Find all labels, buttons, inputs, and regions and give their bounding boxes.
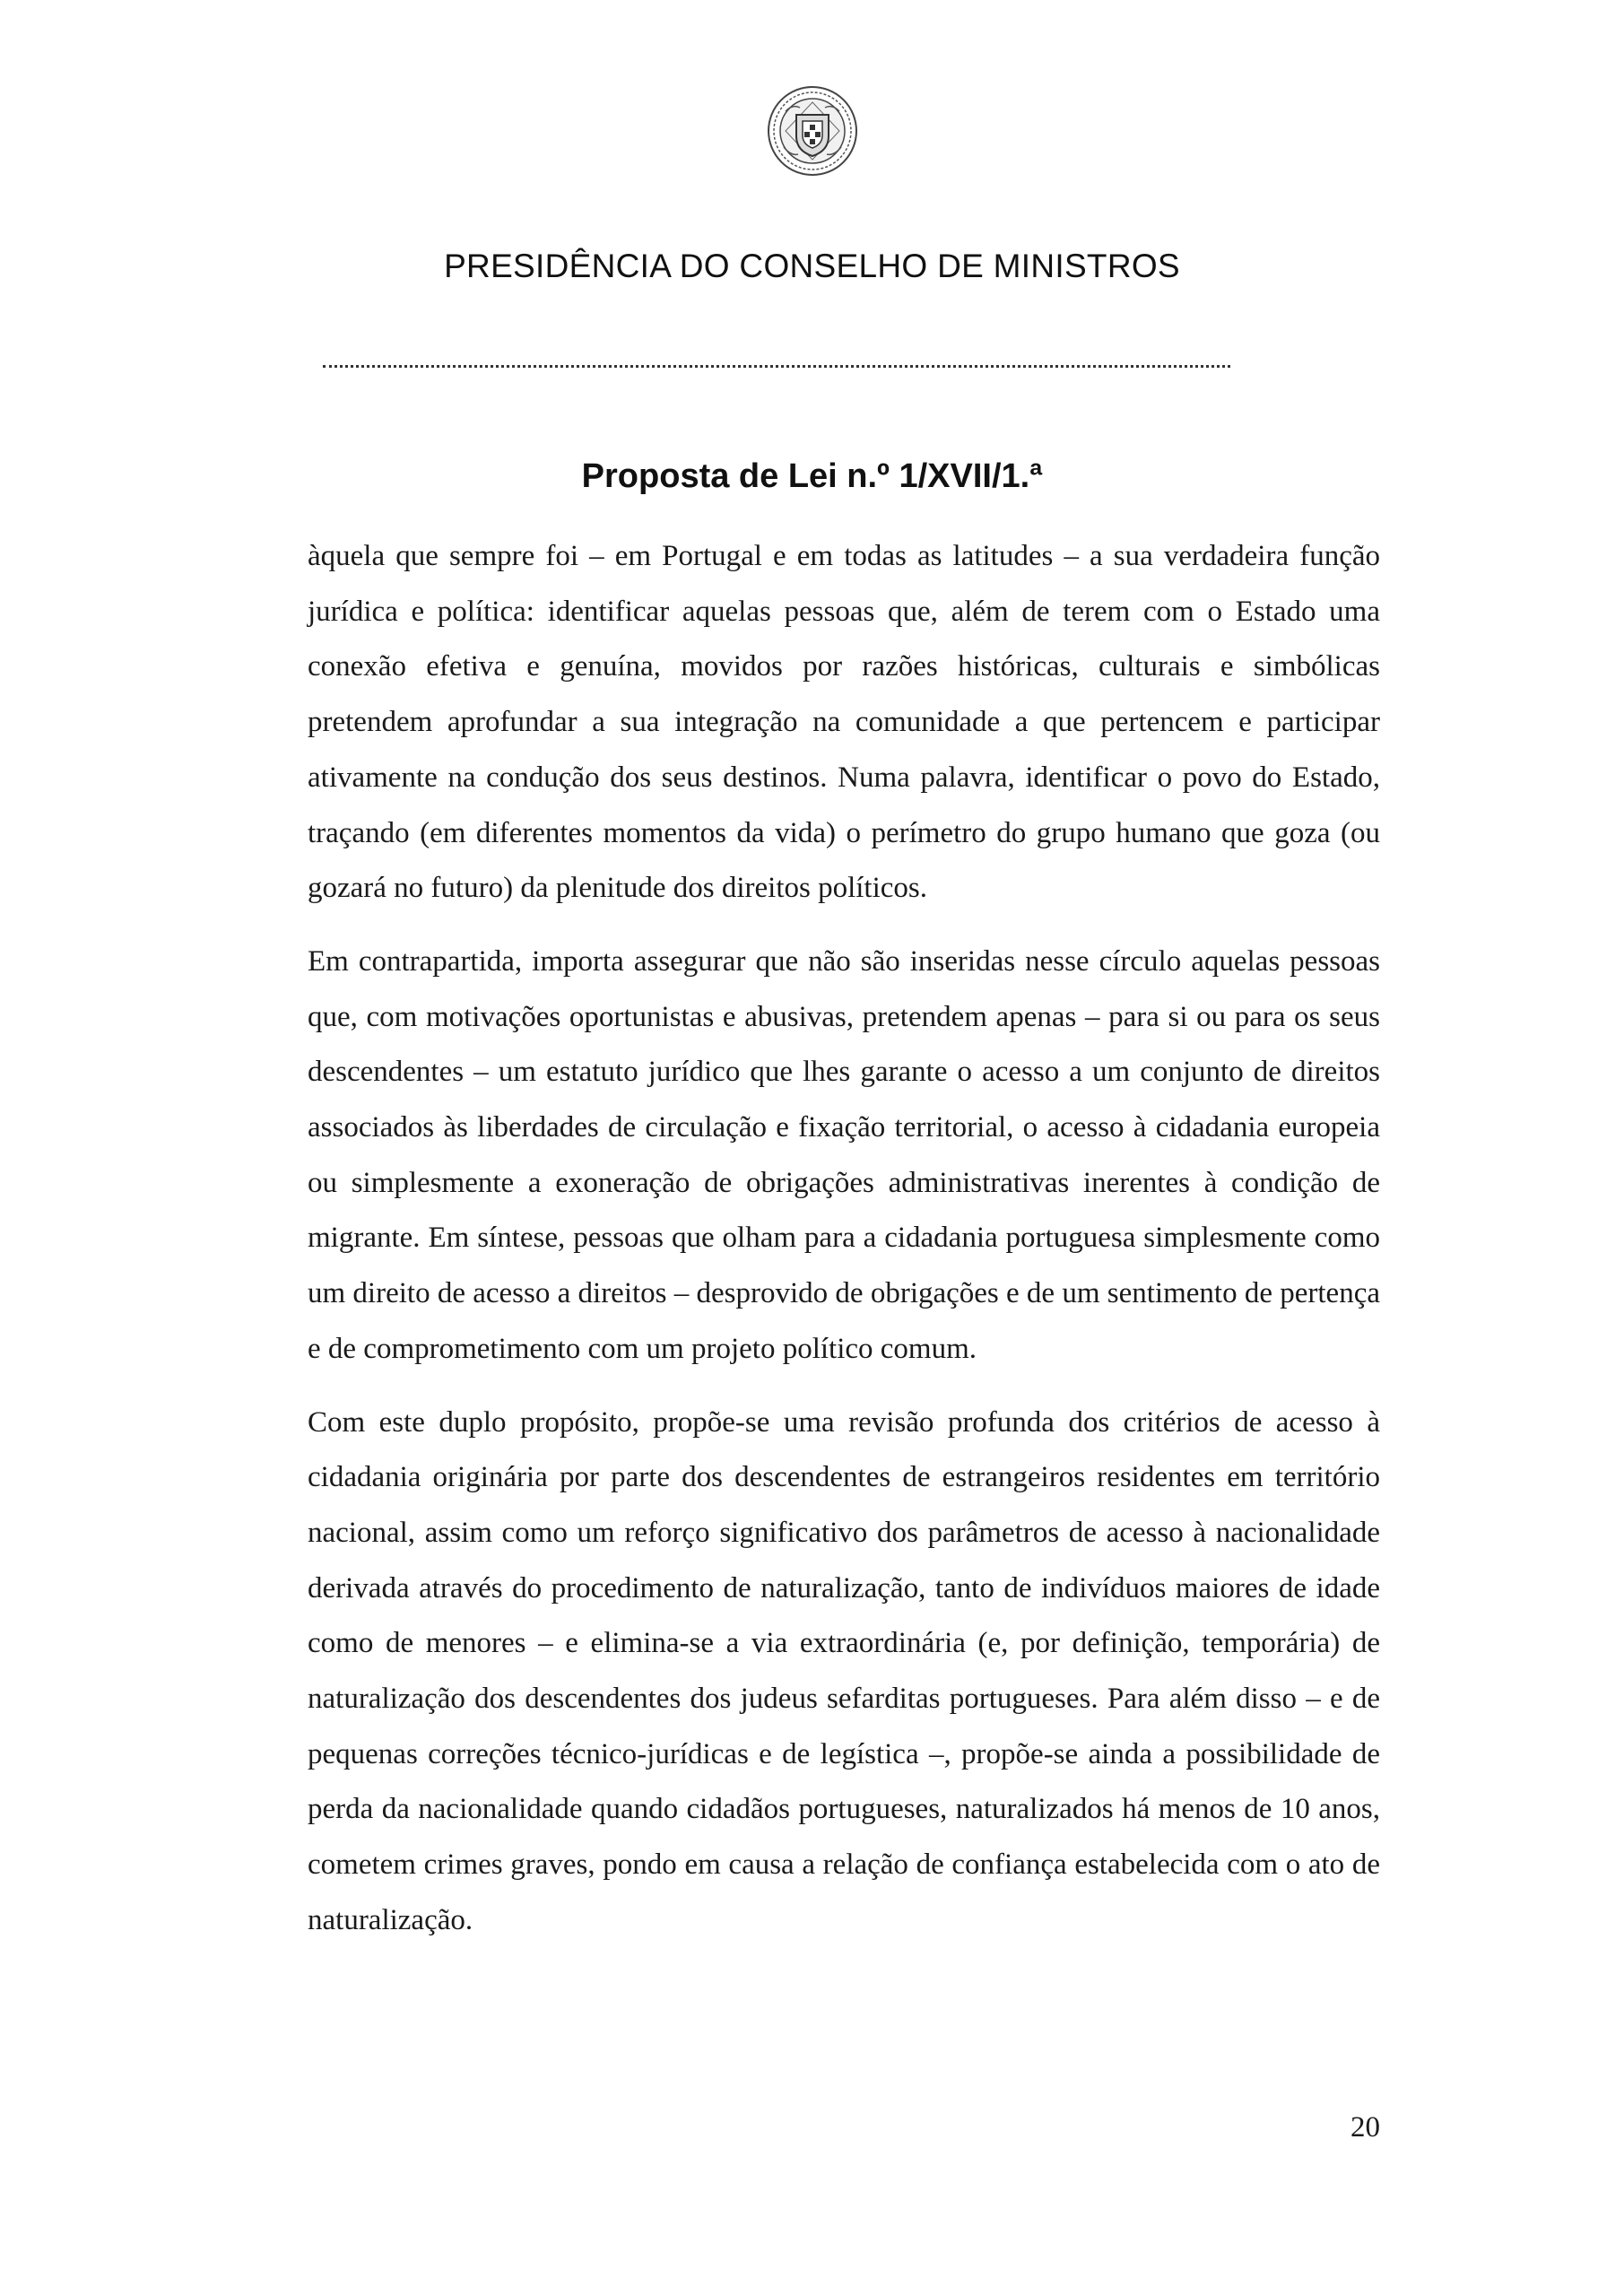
body-paragraph: àquela que sempre foi – em Portugal e em todas as latitudes – a sua verdadeira função jurídica e política: identificar aquelas pessoas que, além de terem com o Estado uma conexão efetiva e genuína, movidos por razões históricas, culturais e simbólicas pretendem aprofundar a sua integração na comunidade a que pertencem e participar ativamente na condução dos seus destinos. Numa palavra, identificar o povo do Estado, traçando (em diferentes momentos da vida) o perímetro do grupo humano que goza (ou gozará no futuro) da plenitude dos direitos políticos. bbox=[308, 540, 1380, 905]
document-body bbox=[308, 529, 1380, 1967]
body-paragraph: Em contrapartida, importa assegurar que não são inseridas nesse círculo aquelas pessoas que, com motivações oportunistas e abusivas, pretendem apenas – para si ou para os seus descendentes – um estatuto jurídico que lhes garante o acesso a um conjunto de direitos associados às liberdades de circulação e fixação territorial, o acesso à cidadania europeia ou simplesmente a exoneração de obrigações administrativas inerentes à condição de migrante. Em síntese, pessoas que olham para a cidadania portuguesa simplesmente como um direito de acesso a direitos – desprovido de obrigações e de um sentimento de pertença e de comprometimento com um projeto político comum. bbox=[308, 944, 1380, 1365]
organization-heading: PRESIDÊNCIA DO CONSELHO DE MINISTROS bbox=[444, 248, 1180, 284]
coat-of-arms-icon bbox=[766, 84, 859, 178]
body-paragraph: Com este duplo propósito, propõe-se uma revisão profunda dos critérios de acesso à cidadania originária por parte dos descendentes de estrangeiros residentes em território nacional, assim como um reforço significativo dos parâmetros de acesso à nacionalidade derivada através do procedimento de naturalização, tanto de indivíduos maiores de idade como de menores – e elimina-se a via extraordinária (e, por definição, temporária) de naturalização dos descendentes dos judeus sefarditas portugueses. Para além disso – e de pequenas correções técnico-jurídicas e de legística –, propõe-se ainda a possibilidade de perda da nacionalidade quando cidadãos portugueses, naturalizados há menos de 10 anos, cometem crimes graves, pondo em causa a relação de confiança estabelecida com o ato de naturalização. bbox=[308, 1405, 1380, 1936]
header-divider bbox=[323, 365, 1230, 368]
document-title: Proposta de Lei n.º 1/XVII/1.ª bbox=[581, 457, 1043, 495]
page-number: 20 bbox=[1350, 2111, 1380, 2144]
